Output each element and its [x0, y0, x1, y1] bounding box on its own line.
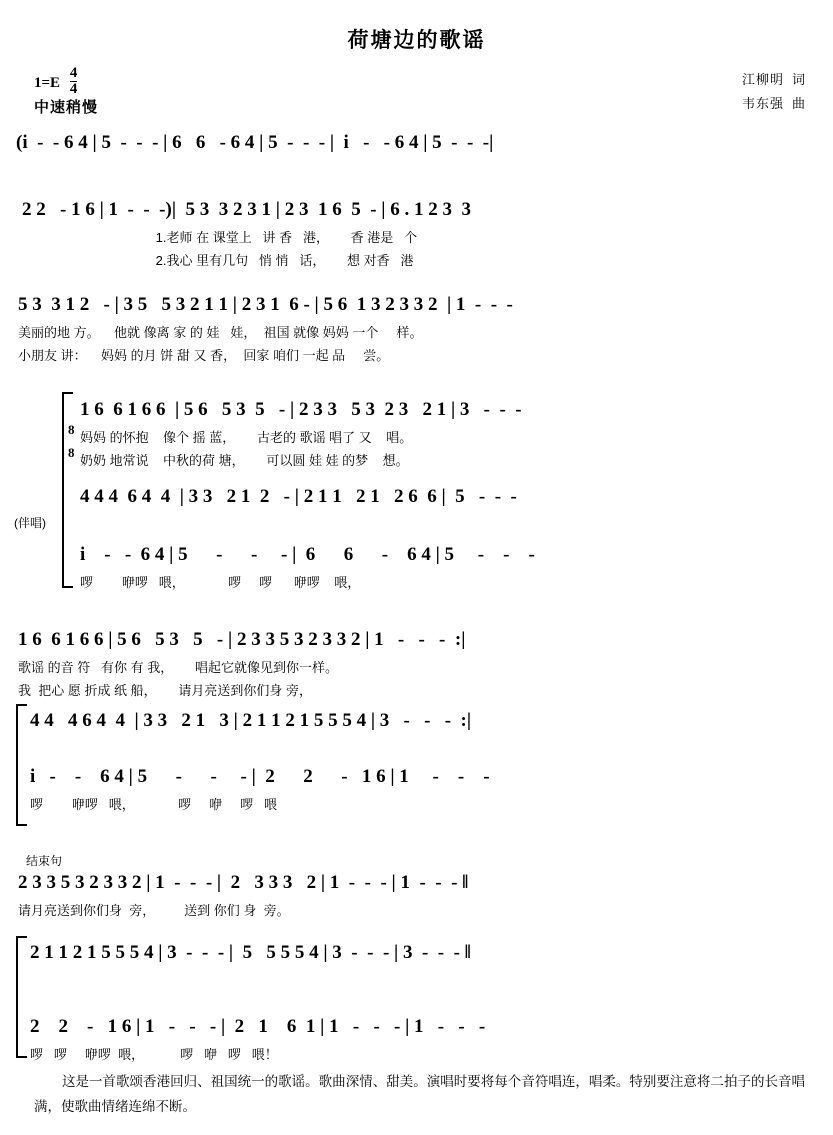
- composer-name: 韦东强: [741, 96, 784, 111]
- lyricist-name: 江柳明: [741, 72, 784, 87]
- lyric-verse-1: 美丽的地 方。 他就 像离 家 的 娃 娃， 祖国 就像 妈妈 一个 样。: [18, 325, 423, 340]
- lyric-verse-2: 小朋友 讲： 妈妈 的月 饼 甜 又 香， 回家 咱们 一起 品 尝。: [18, 348, 390, 363]
- footnote-text: 这是一首歌颂香港回归、祖国统一的歌谣。歌曲深情、甜美。演唱时要将每个音符唱连，唱柔。特别要注意将二拍子的长音唱满，使歌曲情绪连绵不断。: [34, 1074, 805, 1114]
- octave-marker-8: 8: [68, 422, 75, 437]
- staff-line-9: [30, 766, 833, 813]
- notation-row: 2 2 - 1 6 | 1 - - - | 2 1 6 1 | 1 - - - | 1 - - -: [30, 1016, 486, 1037]
- lyric-verse-1: 歌谣 的音 符 有你 有 我， 唱起它就像见到你一样。: [18, 660, 338, 675]
- notation-row: 4 4 4 6 4 4 | 3 3 2 1 3 | 2 1 1 2 1 5 5 5 4 | 3 - - - :|: [30, 710, 472, 731]
- notation-row: 2 1 1 2 1 5 5 5 4 | 3 - - - | 5 5 5 5 4 | 3 - - - | 3 - - - ‖: [30, 942, 471, 963]
- staff-line-8: [30, 710, 833, 732]
- staff-line-3: [18, 294, 833, 364]
- notation-row: 5 3 3 1 2 - | 3 5 5 3 2 1 1 | 2 3 1 6 - | 5 6 1 3 2 3 3 2 | 1 - - -: [18, 294, 513, 315]
- system-brace: [16, 936, 27, 1058]
- staff-line-1: [16, 132, 833, 154]
- credits: [742, 68, 805, 116]
- tempo-marking: 中速稍慢: [34, 100, 99, 116]
- accompaniment-label: (伴唱): [14, 516, 46, 530]
- ending-section-label: 结束句: [26, 854, 63, 868]
- composer-credit: [742, 92, 805, 116]
- time-signature-numerator: 4: [69, 65, 78, 81]
- notation-row: i - - 6 4 | 5 - - - | 6 6 - 6 4 | 5 - - -: [80, 544, 535, 565]
- notation-row: 2 3 3 5 3 2 3 3 2 | 1 - - - | 2 3 3 3 2 | 1 - - - | 1 - - - ‖: [18, 872, 469, 893]
- key-label: 1=E: [34, 74, 61, 91]
- staff-line-11: [30, 942, 833, 964]
- notation-row: i - - 6 4 | 5 - - - | 2 2 - 1 6 | 1 - - -: [30, 766, 490, 787]
- notation-row: (i - - 6 4 | 5 - - - | 6 6 - 6 4 | 5 - - - | i - - 6 4 | 5 - - -|: [16, 132, 494, 153]
- staff-line-12: [30, 1016, 833, 1063]
- sheet-music-page: [0, 24, 833, 1135]
- time-signature: [70, 66, 78, 97]
- lyricist-credit: [742, 68, 805, 92]
- staff-line-5: [80, 486, 833, 508]
- lyric-verse-1: 啰 咿啰 喂， 啰 咿 啰 喂: [30, 797, 278, 812]
- staff-line-7: [18, 629, 833, 699]
- lyric-verse-2: 2.我心 里有几句 悄 悄 话， 想 对香 港: [22, 253, 414, 268]
- time-signature-denominator: 4: [69, 81, 78, 97]
- notation-row: 2 2 - 1 6 | 1 - - -)| 5 3 3 2 3 1 | 2 3 1 6 5 - | 6 . 1 2 3 3: [22, 199, 471, 220]
- lyric-verse-2: 我 把心 愿 折成 纸 船， 请月亮送到你们身 旁，: [18, 683, 312, 698]
- staff-line-2: [22, 199, 833, 269]
- lyric-verse-2: 奶奶 地常说 中秋的荷 塘， 可以圆 娃 娃 的梦 想。: [80, 453, 409, 468]
- lyric-verse-1: 1.老师 在 课堂上 讲 香 港， 香 港是 个: [22, 230, 418, 245]
- staff-line-4: [80, 399, 833, 469]
- lyricist-role: 词: [791, 72, 805, 87]
- lyric-verse-1: 啰 咿啰 喂， 啰 啰 咿啰 喂，: [80, 575, 361, 590]
- notation-row: 1 6 6 1 6 6 | 5 6 5 3 5 - | 2 3 3 5 3 2 3 3 2 | 1 - - - :|: [18, 629, 466, 650]
- staff-line-6: [80, 544, 833, 591]
- lyric-verse-1: 请月亮送到你们身 旁， 送到 你们 身 旁。: [18, 903, 290, 918]
- page-title: 荷塘边的歌谣: [347, 28, 486, 52]
- staff-line-10: [18, 872, 833, 919]
- octave-marker-8-lower: 8: [68, 445, 75, 460]
- composer-role: 曲: [791, 96, 805, 111]
- system-brace: [16, 704, 27, 826]
- lyric-verse-1: 啰 啰 咿啰 喂， 啰 咿 啰 喂！: [30, 1047, 278, 1062]
- key-signature: [34, 65, 78, 99]
- notation-row: 4 4 4 6 4 4 | 3 3 2 1 2 - | 2 1 1 2 1 2 6 6 | 5 - - -: [80, 486, 517, 507]
- lyric-verse-1: 妈妈 的怀抱 像个 摇 蓝， 古老的 歌谣 唱了 又 唱。: [80, 430, 413, 445]
- notation-row: 1 6 6 1 6 6 | 5 6 5 3 5 - | 2 3 3 5 3 2 3 2 1 | 3 - - -: [80, 399, 522, 420]
